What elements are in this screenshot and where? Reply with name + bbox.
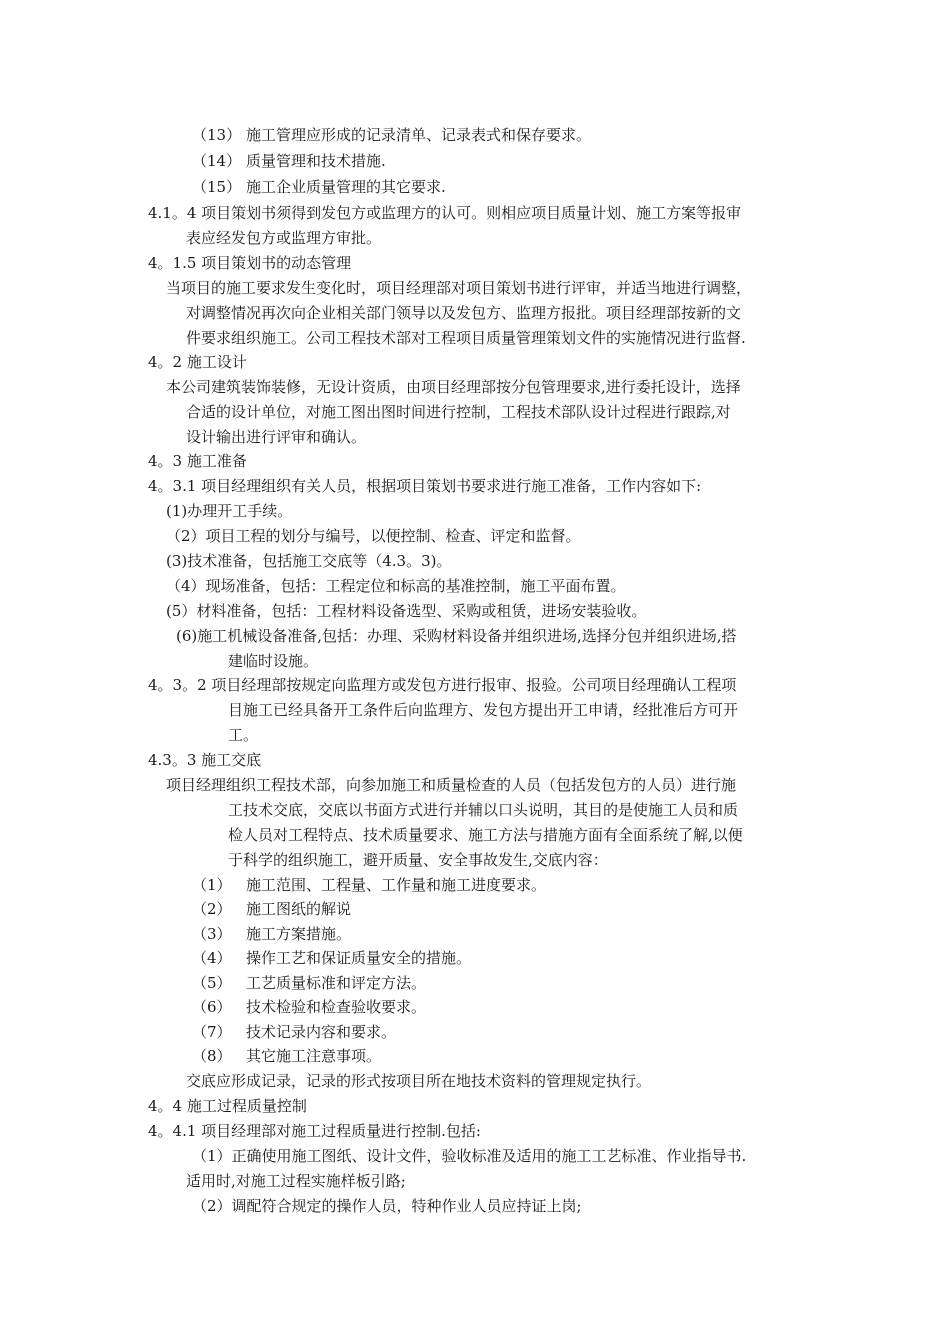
list-item: [192, 177, 446, 197]
item-number: （15）: [192, 178, 242, 196]
list-item: [192, 948, 471, 968]
item-number: （3）: [192, 925, 232, 943]
item-number: （8）: [192, 1047, 232, 1065]
item-number: （4）: [192, 949, 232, 967]
item-text: 施工管理应形成的记录清单、记录表式和保存要求。: [246, 126, 592, 144]
section-heading: 4.3。3 施工交底: [148, 751, 262, 769]
paragraph-line: 本公司建筑装饰装修，无设计资质，由项目经理部按分包管理要求,进行委托设计，选择: [166, 378, 741, 396]
list-item: (5）材料准备，包括：工程材料设备选型、采购或租赁，进场安装验收。: [166, 602, 647, 620]
paragraph-line: 工。: [228, 726, 259, 744]
item-number: （13）: [192, 126, 242, 144]
item-text: 操作工艺和保证质量安全的措施。: [246, 949, 472, 967]
paragraph-line: 当项目的施工要求发生变化时，项目经理部对项目策划书进行评审，并适当地进行调整，: [166, 279, 752, 297]
item-number: （14）: [192, 152, 242, 170]
list-item: [192, 924, 351, 944]
item-text: 其它施工注意事项。: [246, 1047, 382, 1065]
item-number: （2）: [192, 900, 232, 918]
paragraph-line: 4。4.1 项目经理部对施工过程质量进行控制.包括:: [148, 1122, 481, 1140]
list-item: （2）调配符合规定的操作人员，特种作业人员应持证上岗;: [192, 1197, 582, 1215]
section-heading: 4。3 施工准备: [148, 452, 247, 470]
list-item: [192, 875, 546, 895]
list-item: (6)施工机械设备准备,包括：办理、采购材料设备并组织进场,选择分包并组织进场,搭: [176, 627, 737, 645]
item-text: 施工范围、工程量、工作量和施工进度要求。: [246, 876, 547, 894]
paragraph-line: 适用时,对施工过程实施样板引路;: [186, 1172, 406, 1190]
list-item: [192, 997, 426, 1017]
paragraph-line: 对调整情况再次向企业相关部门领导以及发包方、监理方报批。项目经理部按新的文: [186, 304, 742, 322]
paragraph-line: 设计输出进行评审和确认。: [186, 428, 367, 446]
item-text: 技术记录内容和要求。: [246, 1023, 397, 1041]
paragraph-line: 项目经理组织工程技术部，向参加施工和质量检查的人员（包括发包方的人员）进行施: [166, 776, 737, 794]
paragraph-line: 4.1。4 项目策划书须得到发包方或监理方的认可。则相应项目质量计划、施工方案等报审: [148, 204, 742, 222]
paragraph-line: 4。3.1 项目经理组织有关人员，根据项目策划书要求进行施工准备，工作内容如下:: [148, 477, 702, 495]
list-item: [192, 1022, 396, 1042]
item-number: （1）: [192, 876, 232, 894]
paragraph-line: 目施工已经具备开工条件后向监理方、发包方提出开工申请，经批准后方可开: [228, 701, 739, 719]
item-text: 施工方案措施。: [246, 925, 352, 943]
paragraph-line: 4。3。2 项目经理部按规定向监理方或发包方进行报审、报验。公司项目经理确认工程项: [148, 676, 737, 694]
list-item: (3)技术准备，包括施工交底等（4.3。3)。: [166, 552, 452, 570]
item-text: 施工图纸的解说: [246, 900, 352, 918]
item-text: 施工企业质量管理的其它要求.: [246, 178, 446, 196]
item-text: 质量管理和技术措施.: [246, 152, 386, 170]
paragraph-line: 建临时设施。: [228, 652, 319, 670]
paragraph-line: 检人员对工程特点、技术质量要求、施工方法与措施方面有全面系统了解,以便: [228, 826, 743, 844]
paragraph-line: 工技术交底，交底以书面方式进行并辅以口头说明，其目的是使施工人员和质: [228, 801, 739, 819]
list-item: （2）项目工程的划分与编号，以便控制、检查、评定和监督。: [166, 527, 581, 545]
list-item: （1）正确使用施工图纸、设计文件，验收标准及适用的施工工艺标准、作业指导书.: [192, 1147, 747, 1165]
paragraph-line: 件要求组织施工。公司工程技术部对工程项目质量管理策划文件的实施情况进行监督.: [186, 329, 746, 347]
paragraph-line: 交底应形成记录，记录的形式按项目所在地技术资料的管理规定执行。: [186, 1072, 652, 1090]
list-item: [192, 973, 426, 993]
item-text: 技术检验和检查验收要求。: [246, 998, 427, 1016]
item-text: 工艺质量标准和评定方法。: [246, 974, 427, 992]
item-number: （6）: [192, 998, 232, 1016]
paragraph-line: 合适的设计单位，对施工图出图时间进行控制，工程技术部队设计过程进行跟踪,对: [186, 403, 731, 421]
list-item: [192, 125, 591, 145]
section-heading: 4。2 施工设计: [148, 353, 247, 371]
list-item: （4）现场准备，包括：工程定位和标高的基准控制，施工平面布置。: [166, 577, 626, 595]
list-item: [192, 1046, 381, 1066]
paragraph-line: 于科学的组织施工，避开质量、安全事故发生,交底内容：: [228, 851, 608, 869]
item-number: （5）: [192, 974, 232, 992]
section-heading: 4。1.5 项目策划书的动态管理: [148, 254, 352, 272]
paragraph-line: 表应经发包方或监理方审批。: [186, 229, 382, 247]
list-item: [192, 151, 386, 171]
item-number: （7）: [192, 1023, 232, 1041]
section-heading: 4。4 施工过程质量控制: [148, 1097, 307, 1115]
list-item: [192, 899, 351, 919]
list-item: (1)办理开工手续。: [166, 502, 293, 520]
